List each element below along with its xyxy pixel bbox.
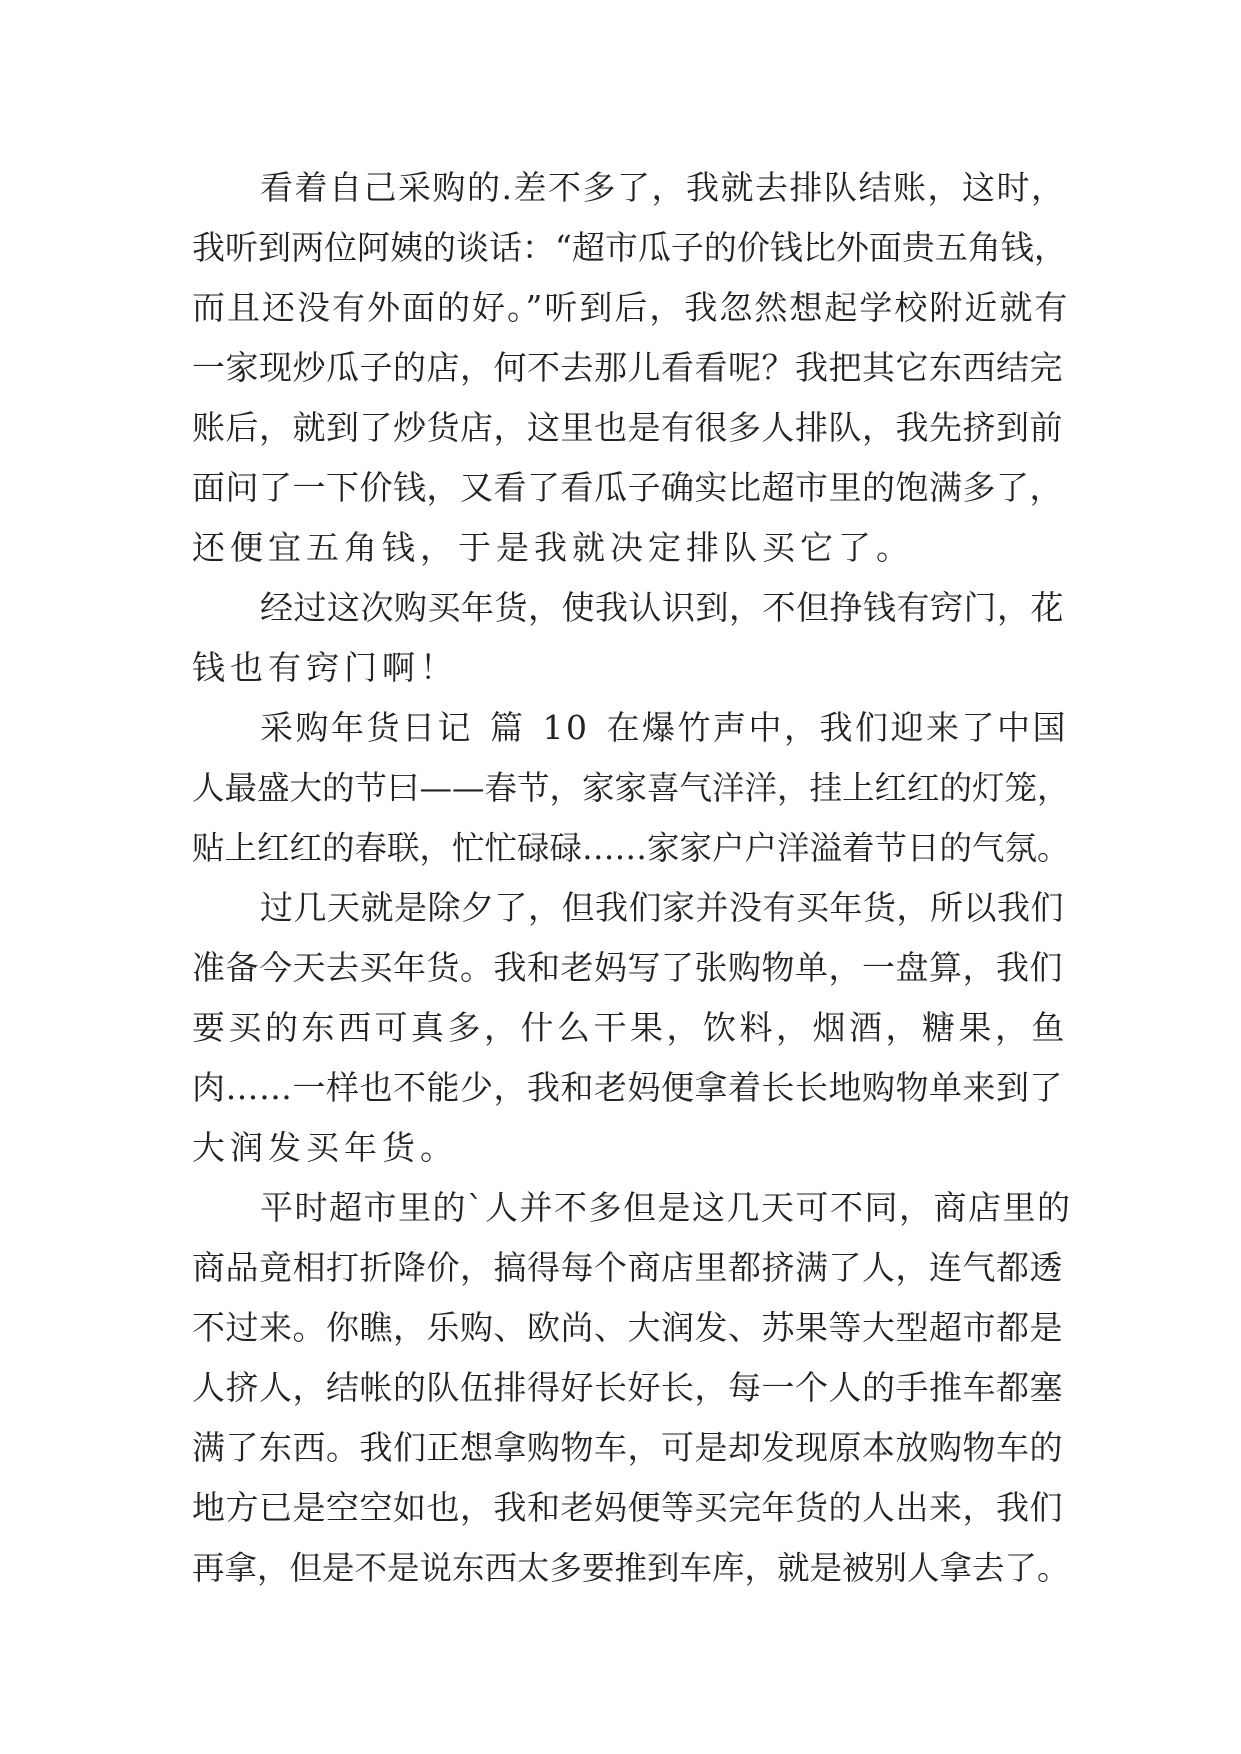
text-line: 大润发买年货。 (192, 1128, 458, 1167)
text-line: 人最盛大的节曰——春节，家家喜气洋洋，挂上红红的灯笼， (192, 769, 1070, 807)
text-line: 面问了一下价钱，又看了看瓜子确实比超市里的饱满多了， (192, 468, 1063, 507)
text-line: 还便宜五角钱，于是我就决定排队买它了。 (192, 528, 914, 567)
text-line: 地方已是空空如也，我和老妈便等买完年货的人出来，我们 (192, 1488, 1063, 1527)
text-line: 看着自己采购的.差不多了，我就去排队结账，这时， (260, 168, 1066, 207)
text-line: 满了东西。我们正想拿购物车，可是却发现原本放购物车的 (192, 1428, 1063, 1467)
text-line: 再拿，但是不是说东西太多要推到车库，就是被别人拿去了。 (192, 1549, 1070, 1587)
text-line: 商品竟相打折降价，搞得每个商店里都挤满了人，连气都透 (192, 1248, 1063, 1287)
text-line: 账后，就到了炒货店，这里也是有很多人排队，我先挤到前 (192, 408, 1063, 447)
text-line: 过几天就是除夕了，但我们家并没有买年货，所以我们 (260, 888, 1064, 927)
text-line: 一家现炒瓜子的店，何不去那儿看看呢？我把其它东西结完 (192, 348, 1063, 387)
text-line: 贴上红红的春联，忙忙碌碌……家家户户洋溢着节日的气氛。 (192, 829, 1070, 867)
text-line: 而且还没有外面的好。”听到后，我忽然想起学校附近就有 (192, 288, 1070, 327)
section-title-line: 采购年货日记 篇 10 在爆竹声中，我们迎来了中国 (260, 708, 1068, 747)
text-line: 准备今天去买年货。我和老妈写了张购物单，一盘算，我们 (192, 948, 1063, 987)
text-line: 人挤人，结帐的队伍排得好长好长，每一个人的手推车都塞 (192, 1368, 1063, 1407)
text-line: 肉……一样也不能少，我和老妈便拿着长长地购物单来到了 (192, 1068, 1063, 1107)
document-body (192, 158, 1072, 1598)
text-line: 不过来。你瞧，乐购、欧尚、大润发、苏果等大型超市都是 (192, 1308, 1063, 1347)
text-line: 平时超市里的`人并不多但是这几天可不同，商店里的 (260, 1188, 1072, 1227)
text-line: 钱也有窍门啊！ (192, 648, 458, 687)
text-line: 我听到两位阿姨的谈话：“超市瓜子的价钱比外面贵五角钱， (192, 228, 1067, 267)
text-line: 经过这次购买年货，使我认识到，不但挣钱有窍门，花 (260, 588, 1064, 627)
text-line: 要买的东西可真多，什么干果，饮料，烟酒，糖果，鱼 (192, 1008, 1068, 1047)
